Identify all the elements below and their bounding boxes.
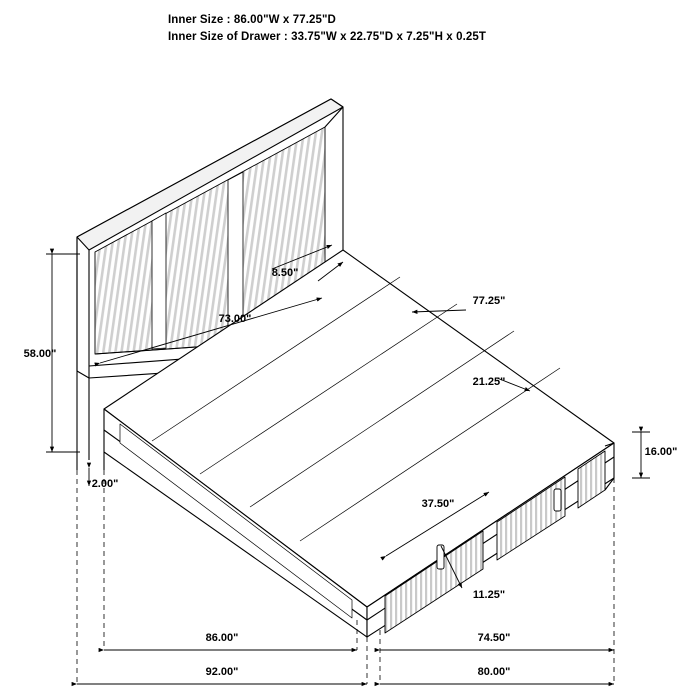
dim-overall-width: 92.00"	[205, 666, 239, 678]
inner-size-note: Inner Size : 86.00"W x 77.25"D	[168, 14, 336, 26]
dim-headboard-width: 73.00"	[218, 313, 252, 325]
dim-side-inner-depth: 74.50"	[477, 632, 511, 644]
dim-drawer-height: 11.25"	[472, 589, 506, 601]
dim-clearance-height: 2.00"	[91, 478, 119, 490]
dim-mattress-depth: 77.25"	[472, 295, 506, 307]
dim-inner-width-front: 86.00"	[205, 632, 239, 644]
inner-drawer-size-note: Inner Size of Drawer : 33.75"W x 22.75"D x 7.25"H x 0.25T	[168, 31, 487, 43]
dim-headboard-top-depth: 8.50"	[271, 267, 299, 279]
dim-overall-depth: 80.00"	[477, 666, 511, 678]
dim-side-rail-run: 21.25"	[472, 376, 506, 388]
dim-rail-height: 16.00"	[644, 446, 678, 458]
bed-outline	[77, 99, 614, 637]
dim-drawer-front-width: 37.50"	[421, 498, 455, 510]
dim-overall-height: 58.00"	[23, 348, 57, 360]
